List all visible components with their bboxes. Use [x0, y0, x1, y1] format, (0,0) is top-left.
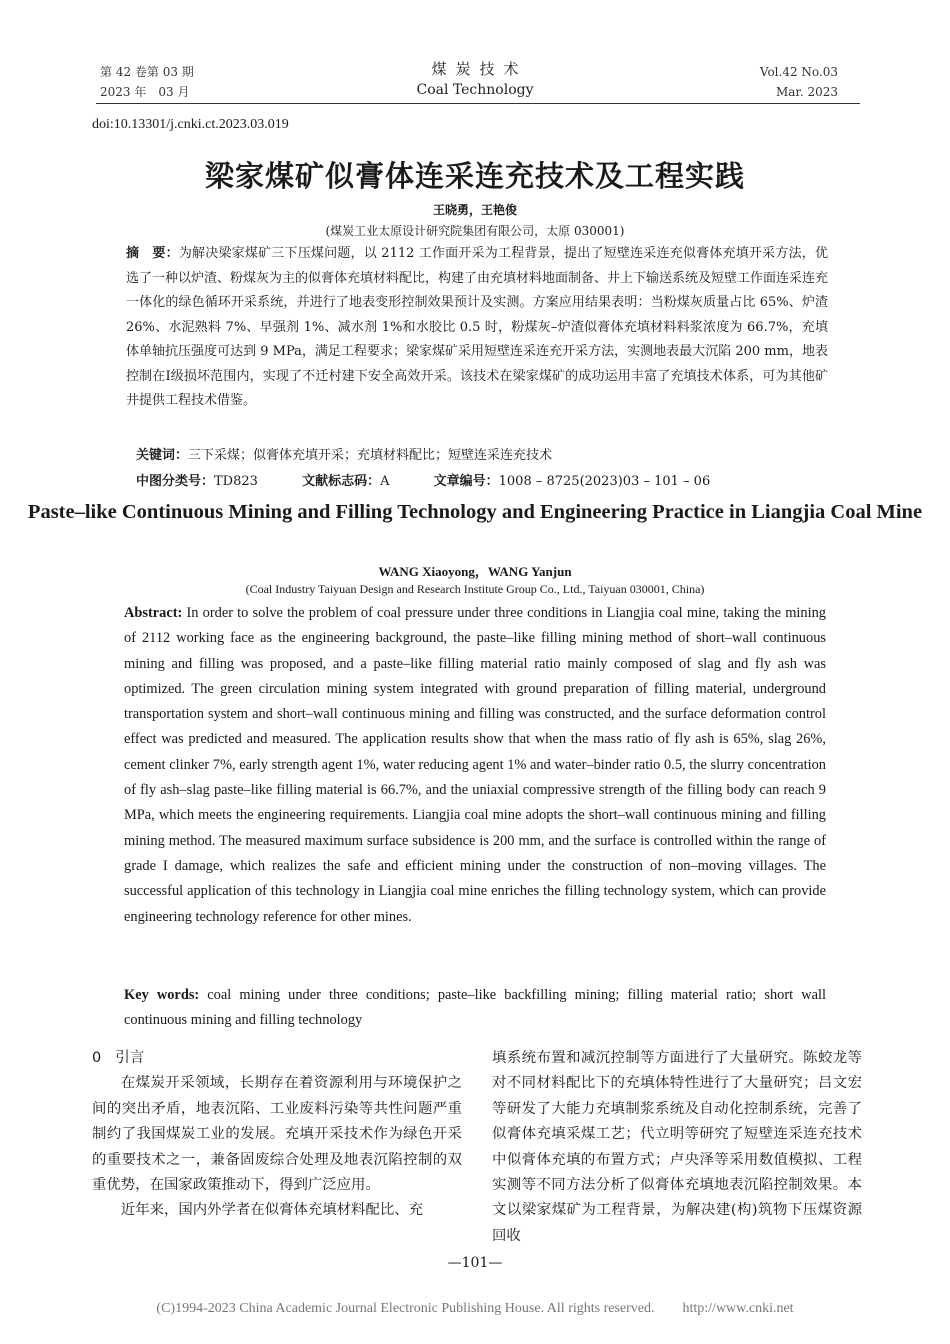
header-vol-no: Vol.42 No.03 [759, 65, 838, 79]
copyright-footer: (C)1994-2023 China Academic Journal Electronic Publishing House. All rights reserved. http://www.cnki.net [156, 1301, 794, 1316]
header-year-month: 2023 年 03 月 [100, 85, 190, 99]
paragraph: 近年来，国内外学者在似膏体充填材料配比、充 [120, 1202, 424, 1219]
keywords-cn-label: 关键词： [136, 448, 189, 463]
authors-cn: 王晓勇，王艳俊 [432, 203, 517, 217]
doi: doi:10.13301/j.cnki.ct.2023.03.019 [92, 117, 289, 132]
authors-en: WANG Xiaoyong，WANG Yanjun [378, 564, 572, 579]
header-volume-issue: 第 42 卷第 03 期 [100, 65, 194, 79]
body-column-left [92, 1046, 462, 1224]
keywords-en-text: coal mining under three conditions; paste–like backfilling mining; filling material ratio; short wall continuous mining and filling technology [124, 987, 826, 1028]
doc-value: A [380, 474, 390, 489]
header-journal [380, 58, 570, 100]
abstract-cn-label: 摘 要： [126, 246, 179, 261]
paragraph-continued: 填系统布置和减沉控制等方面进行了大量研究。陈蛟龙等对不同材料配比下的充填体特性进行了大量研究；吕文宏等研发了大能力充填制浆系统及自动化控制系统，完善了似膏体充填采煤工艺；代立明等研究了短壁连采连充技术中似膏体充填的布置方式；卢央泽等采用数值模拟、工程实测等不同方法分析了似膏体充填地表沉陷控制效果。本文以梁家煤矿为工程背景，为解决建(构)筑物下压煤资源回收 [492, 1050, 862, 1244]
abstract-en-label: Abstract: [124, 605, 183, 621]
keywords-cn-text: 三下采煤；似膏体充填开采；充填材料配比；短壁连采连充技术 [188, 448, 553, 463]
journal-name-en: Coal Technology [416, 82, 534, 98]
article-label: 文章编号： [433, 474, 499, 489]
header-divider [96, 103, 860, 104]
keywords-en [124, 983, 826, 1033]
section-heading [92, 1046, 462, 1071]
abstract-cn [126, 242, 828, 414]
title-en: Paste–like Continuous Mining and Filling Technology and Engineering Practice in Liangjia Coal Mine [27, 501, 923, 523]
header-volume-info [100, 62, 194, 102]
body-column-right [492, 1046, 862, 1249]
section-number: 0 [92, 1050, 102, 1066]
header-date-en: Mar. 2023 [775, 85, 838, 99]
document-code [302, 470, 389, 489]
clc-value: TD823 [214, 474, 258, 489]
title-cn: 梁家煤矿似膏体连采连充技术及工程实践 [204, 159, 745, 193]
abstract-en-text: In order to solve the problem of coal pressure under three conditions in Liangjia coal mine, taking the mining of 2112 working face as the engineering background, the paste–like filling mining method of short–wall continuous mining and filling was proposed, and a paste–like filling material ratio mainly composed of slag and fly ash was optimized. The green circulation mining system integrated with ground preparation of filling material, underground transportation system and short–wall continuous mining and filling was constructed, and the surface deformation control effect was predicted and measured. The application results show that when the mass ratio of fly ash is 65%, slag 26%, cement clinker 7%, early strength agent 1%, water reducing agent 1% and water–binder ratio 0.5, the slurry concentration of fly ash–slag paste–like filling material is 66.7%, and the uniaxial compressive strength of the filling body can reach 9 MPa, which meets the engineering requirements. Liangjia coal mine adopts the short–wall continuous mining and filling mining method. The measured maximum surface subsidence is 200 mm, and the surface is controlled within the range of grade I damage, which realizes the safe and efficient mining under the construction of non–moving villages. The successful application of this technology in Liangjia coal mine enriches the filling technology system, which can provide engineering technology reference for other mines. [124, 605, 826, 925]
clc-number [136, 470, 258, 489]
abstract-cn-text: 为解决梁家煤矿三下压煤问题，以 2112 工作面开采为工程背景，提出了短壁连采连充似膏体充填开采方法，优选了一种以炉渣、粉煤灰为主的似膏体充填材料配比，构建了由充填材料地面制备、井上下输送系统及短壁工作面连采连充一体化的绿色循环开采系统，并进行了地表变形控制效果预计及实测。方案应用结果表明：当粉煤灰质量占比 65%、炉渣 26%、水泥熟料 7%、早强剂 1%、减水剂 1%和水胶比 0.5 时，粉煤灰–炉渣似膏体充填材料料浆浓度为 66.7%，充填体单轴抗压强度可达到 9 MPa，满足工程要求；梁家煤矿采用短壁连采连充开采方法，实测地表最大沉陷 200 mm，地表控制在Ⅰ级损坏范围内，实现了不迁村建下安全高效开采。该技术在梁家煤矿的成功运用丰富了充填技术体系，可为其他矿井提供工程技术借鉴。 [126, 246, 829, 408]
affiliation-en: (Coal Industry Taiyuan Design and Research Institute Group Co., Ltd., Taiyuan 030001, China) [245, 582, 705, 596]
affiliation-cn: (煤炭工业太原设计研究院集团有限公司，太原 030001) [325, 224, 625, 238]
article-value: 1008 – 8725(2023)03 – 101 – 06 [498, 474, 711, 489]
section-title: 引言 [115, 1050, 145, 1066]
keywords-cn [136, 444, 552, 463]
article-number [434, 470, 711, 489]
abstract-en [124, 601, 826, 930]
doc-label: 文献标志码： [302, 474, 381, 489]
clc-label: 中图分类号： [136, 474, 215, 489]
page-number: —101— [447, 1255, 503, 1271]
header-volume-info-en [760, 62, 838, 102]
keywords-en-label: Key words: [124, 987, 200, 1003]
paragraph: 在煤炭开采领域，长期存在着资源利用与环境保护之间的突出矛盾，地表沉陷、工业废料污染等共性问题严重制约了我国煤炭工业的发展。充填开采技术作为绿色开采的重要技术之一，兼备固废综合处理及地表沉陷控制的双重优势，在国家政策推动下，得到广泛应用。 [92, 1075, 462, 1194]
journal-name-cn: 煤炭技术 [431, 60, 528, 78]
classification-row [136, 470, 836, 489]
